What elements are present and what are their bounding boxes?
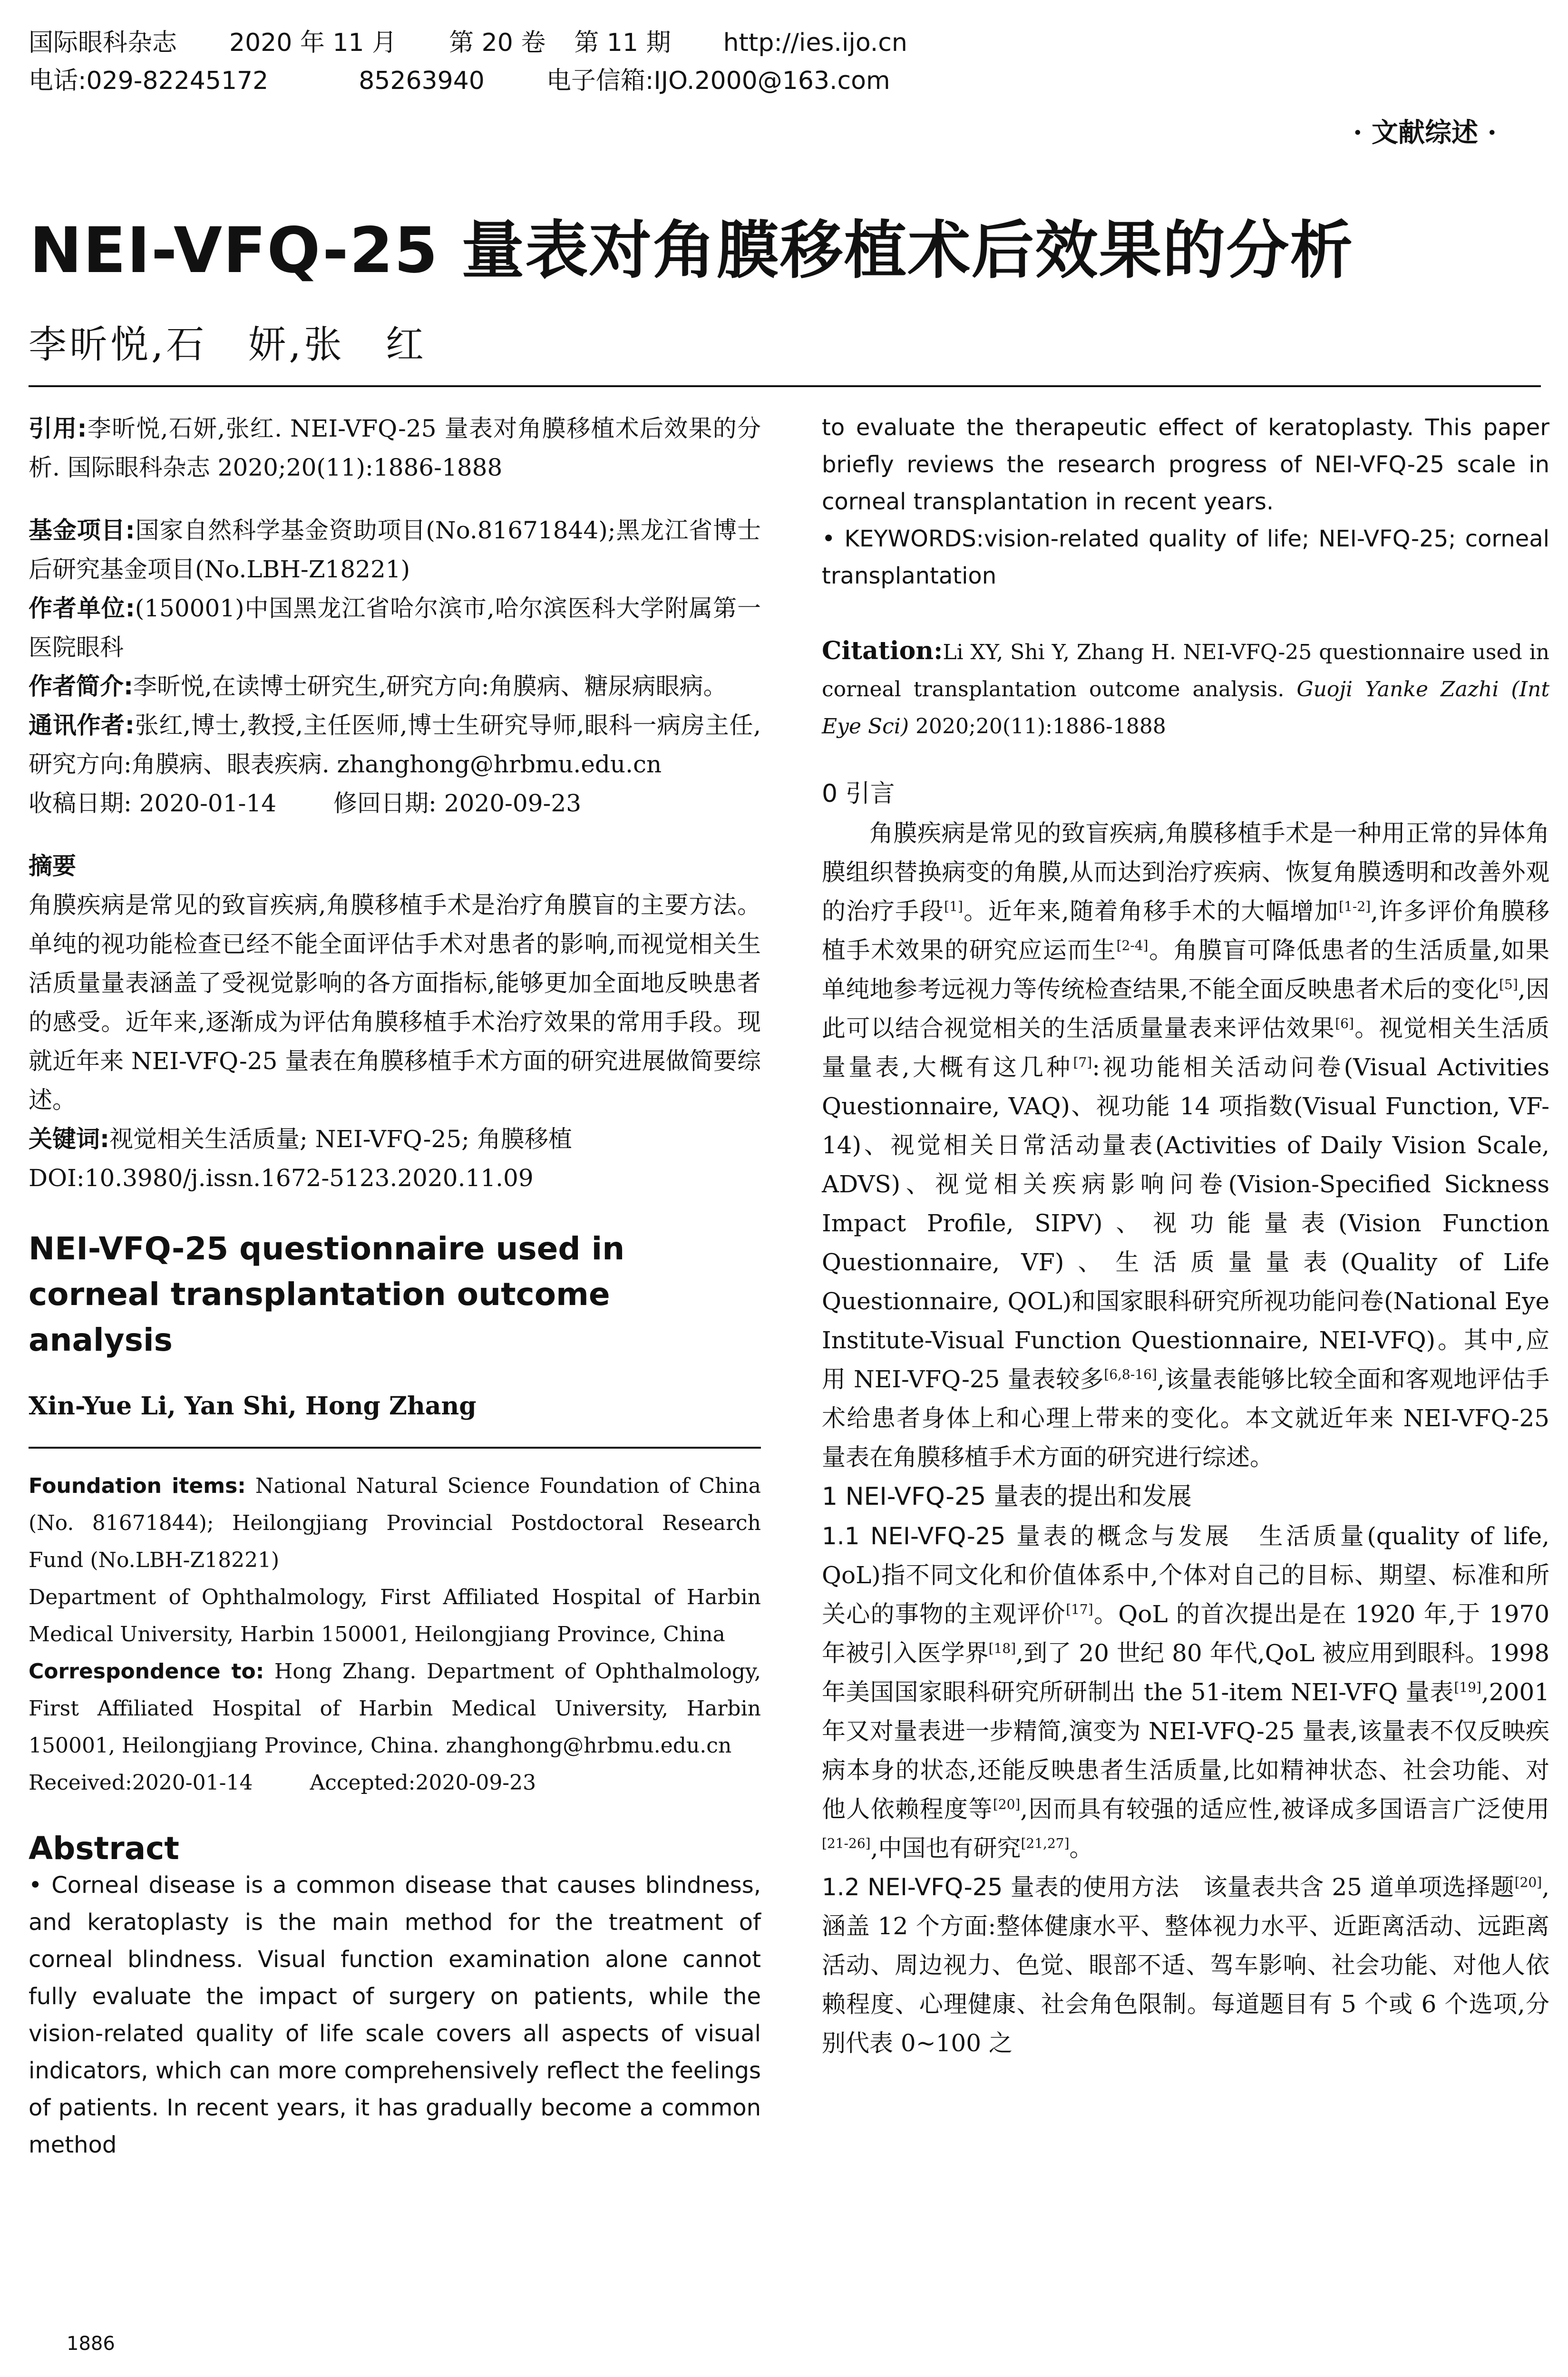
correspondence-en: Correspondence to: Hong Zhang. Department of Ophthalmology, First Affiliated Hospital of Harbin Medical University, Harbin 150001, Heilongjiang Province, China. zhanghong@hrbmu.edu.cn: [29, 1659, 761, 1758]
fund-cn: 基金项目:国家自然科学基金资助项目(No.81671844);黑龙江省博士后研究基金项目(No.LBH-Z18221): [29, 516, 761, 583]
volume: 第 20 卷: [449, 29, 546, 57]
doi: DOI:10.3980/j.issn.1672-5123.2020.11.09: [29, 1164, 534, 1192]
citation-ref: [18]: [988, 1640, 1016, 1656]
citation-ref: [2-4]: [1116, 937, 1149, 954]
citation-ref: [17]: [1066, 1601, 1093, 1617]
department-en: Department of Ophthalmology, First Affiliated Hospital of Harbin Medical University, Harbin 150001, Heilongjiang Province, China: [29, 1585, 761, 1646]
title-en: NEI-VFQ-25 questionnaire used in corneal transplantation outcome analysis: [29, 1230, 625, 1358]
citation-ref: [20]: [1514, 1874, 1542, 1890]
section-1-1-paragraph: 1.1 NEI-VFQ-25 量表的概念与发展 生活质量(quality of life, QoL)指不同文化和价值体系中,个体对自己的目标、期望、标准和所关心的事物的主观评价[17]。QoL 的首次提出是在 1920 年,于 1970 年被引入医学界[18],到了 20 世纪 80 年代,QoL 被应用到眼科。1998 年美国国家眼科研究所研制出 the 51-item NEI-VFQ 量表[19],2001 年又对量表进一步精简,演变为 NEI-VFQ-25 量表,该量表不仅反映疾病本身的状态,还能反映患者生活质量,比如精神状态、社会功能、对他人依赖程度等[20],因而具有较强的适应性,被译成多国语言广泛使用[21-26],中国也有研究[21,27]。: [822, 1522, 1550, 1862]
citation-en: Citation:Li XY, Shi Y, Zhang H. NEI-VFQ-25 questionnaire used in corneal transplantation outcome analysis. Guoji Yanke Zazhi (Int Eye Sci) 2020;20(11):1886-1888: [822, 636, 1549, 739]
page-number: 1886: [67, 2333, 115, 2355]
citation-ref: [21,27]: [1021, 1835, 1070, 1851]
abstract-en: • Corneal disease is a common disease that causes blindness, and keratoplasty is the main method for the treatment of corneal blindness. Visual function examination alone cannot fully evaluate the impact of surgery on patients, while the vision-related quality of life scale covers all aspects of visual indicators, which can more comprehensively reflect the feelings of patients. In recent years, it has gradually become a common method: [29, 1872, 761, 2158]
section-label: · 文献综述 ·: [1353, 117, 1497, 148]
unit-cn: 作者单位:(150001)中国黑龙江省哈尔滨市,哈尔滨医科大学附属第一医院眼科: [29, 594, 761, 661]
left-column: [29, 409, 761, 2163]
keywords-en: • KEYWORDS:vision-related quality of life; NEI-VFQ-25; corneal transplantation: [822, 526, 1549, 589]
phone-2: 85263940: [359, 67, 485, 95]
abstract-label-cn: 摘要: [29, 852, 76, 880]
keywords-cn: 关键词:视觉相关生活质量; NEI-VFQ-25; 角膜移植: [29, 1125, 572, 1153]
abstract-cn: 角膜疾病是常见的致盲疾病,角膜移植手术是治疗角膜盲的主要方法。单纯的视功能检查已经不能全面评估手术对患者的影响,而视觉相关生活质量量表涵盖了受视觉影响的各方面指标,能够更加全面地反映患者的感受。近年来,逐渐成为评估角膜移植手术治疗效果的常用手段。现就近年来 NEI-VFQ-25 量表在角膜移植手术方面的研究进展做简要综述。: [29, 891, 761, 1114]
abstract-en-label: Abstract: [29, 1830, 179, 1867]
right-column: [822, 409, 1549, 2063]
citation-ref: [20]: [993, 1796, 1021, 1812]
dates-cn: 收稿日期: 2020-01-14 修回日期: 2020-09-23: [29, 789, 582, 817]
citation-ref: [6]: [1335, 1015, 1354, 1032]
citation-cn: 引用:李昕悦,石妍,张红. NEI-VFQ-25 量表对角膜移植术后效果的分析. 国际眼科杂志 2020;20(11):1886-1888: [29, 415, 761, 481]
journal-header: [29, 24, 1541, 100]
foundation-en: Foundation items: National Natural Science Foundation of China (No. 81671844); Heilongjiang Provincial Postdoctoral Research Fund (No.LBH-Z18221): [29, 1474, 761, 1572]
issue-number: 第 11 期: [574, 29, 671, 57]
corresponding-cn: 通讯作者:张红,博士,教授,主任医师,博士生研究导师,眼科一病房主任,研究方向:角膜病、眼表疾病. zhanghong@hrbmu.edu.cn: [29, 711, 761, 778]
citation-ref: [21-26]: [822, 1835, 871, 1851]
citation-ref: [7]: [1073, 1054, 1092, 1071]
dates-en: Received:2020-01-14 Accepted:2020-09-23: [29, 1771, 536, 1795]
section-1-2-paragraph: 1.2 NEI-VFQ-25 量表的使用方法 该量表共含 25 道单项选择题[20],涵盖 12 个方面:整体健康水平、整体视力水平、近距离活动、远距离活动、周边视力、色觉、眼部不适、驾车影响、社会功能、对他人依赖程度、心理健康、社会角色限制。每道题目有 5 个或 6 个选项,分别代表 0~100 之: [822, 1873, 1549, 2057]
bio-cn: 作者简介:李昕悦,在读博士研究生,研究方向:角膜病、糖尿病眼病。: [29, 672, 727, 700]
journal-name: 国际眼科杂志: [29, 29, 177, 57]
section-1-2-title: 1.2 NEI-VFQ-25 量表的使用方法: [822, 1873, 1179, 1901]
section-0-title: 0 引言: [822, 779, 895, 808]
citation-ref: [6,8-16]: [1104, 1366, 1157, 1383]
title-rule: [29, 385, 1541, 387]
phone: 电话:029-82245172: [29, 67, 269, 95]
section-1-1-title: 1.1 NEI-VFQ-25 量表的概念与发展: [822, 1522, 1232, 1550]
abstract-en-continued: to evaluate the therapeutic effect of keratoplasty. This paper briefly reviews the research progress of NEI-VFQ-25 scale in corneal transplantation in recent years.: [822, 414, 1549, 515]
authors-cn: 李昕悦,石 妍,张 红: [29, 322, 427, 367]
article-title: NEI-VFQ-25 量表对角膜移植术后效果的分析: [29, 214, 1354, 287]
section-0-paragraph: 角膜疾病是常见的致盲疾病,角膜移植手术是一种用正常的异体角膜组织替换病变的角膜,从而达到治疗疾病、恢复角膜透明和改善外观的治疗手段[1]。近年来,随着角移手术的大幅增加[1-2],许多评价角膜移植手术效果的研究应运而生[2-4]。角膜盲可降低患者的生活质量,如果单纯地参考远视力等传统检查结果,不能全面反映患者术后的变化[5],因此可以结合视觉相关的生活质量量表来评估效果[6]。视觉相关生活质量量表,大概有这几种[7]:视功能相关活动问卷(Visual Activities Questionnaire, VAQ)、视功能 14 项指数(Visual Function, VF-14)、视觉相关日常活动量表(Activities of Daily Vision Scale, ADVS)、视觉相关疾病影响问卷(Vision-Specified Sickness Impact Profile, SIPV)、视功能量表(Vision Function Questionnaire, VF)、生活质量量表(Quality of Life Questionnaire, QOL)和国家眼科研究所视功能问卷(National Eye Institute-Visual Function Questionnaire, NEI-VFQ)。其中,应用 NEI-VFQ-25 量表较多[6,8-16],该量表能够比较全面和客观地评估手术给患者身体上和心理上带来的变化。本文就近年来 NEI-VFQ-25 量表在角膜移植手术方面的研究进行综述。: [822, 819, 1549, 1471]
authors-en: Xin-Yue Li, Yan Shi, Hong Zhang: [29, 1392, 477, 1421]
section-1-title: 1 NEI-VFQ-25 量表的提出和发展: [822, 1482, 1192, 1511]
journal-url: http://ies.ijo.cn: [723, 29, 907, 57]
issue-date: 2020 年 11 月: [229, 29, 397, 57]
email: 电子信箱:IJO.2000@163.com: [546, 67, 890, 95]
citation-ref: [1-2]: [1339, 898, 1371, 915]
citation-ref: [5]: [1499, 976, 1518, 993]
citation-ref: [19]: [1454, 1679, 1481, 1695]
citation-ref: [1]: [944, 898, 963, 915]
